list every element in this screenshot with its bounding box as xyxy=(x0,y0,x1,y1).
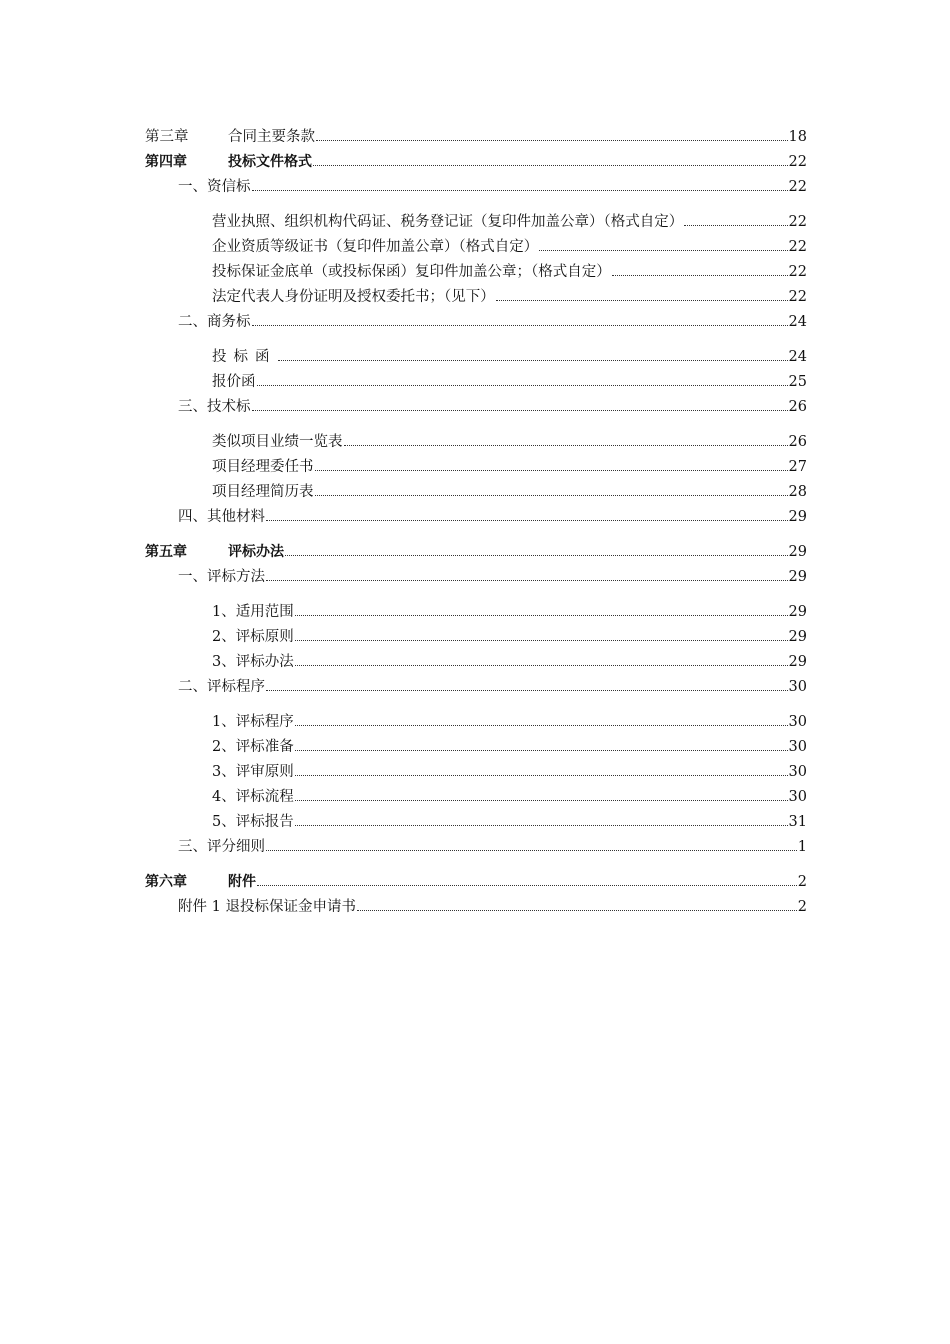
page-number: 31 xyxy=(788,814,807,830)
dot-leader xyxy=(315,470,788,471)
page-number: 22 xyxy=(788,239,807,255)
toc-entry-item[interactable] xyxy=(145,430,807,455)
dot-leader xyxy=(313,165,788,166)
page-number: 28 xyxy=(788,484,807,500)
page-number: 2 xyxy=(797,899,807,915)
dot-leader xyxy=(295,640,788,641)
page-number: 24 xyxy=(788,349,807,365)
page-number: 22 xyxy=(788,154,807,170)
page-number: 30 xyxy=(788,679,807,695)
chapter-title: 合同主要条款 xyxy=(228,129,315,145)
dot-leader xyxy=(684,225,787,226)
page-number: 1 xyxy=(797,839,807,855)
dot-leader xyxy=(316,140,788,141)
dot-leader xyxy=(344,445,788,446)
entry-title: 类似项目业绩一览表 xyxy=(212,434,343,450)
page-number: 22 xyxy=(788,289,807,305)
page-number: 22 xyxy=(788,264,807,280)
toc-entry-item[interactable] xyxy=(145,370,807,395)
toc-entry-section[interactable] xyxy=(145,175,807,200)
toc-entry-section[interactable] xyxy=(145,395,807,420)
dot-leader xyxy=(266,850,797,851)
entry-title: 5、评标报告 xyxy=(212,814,294,830)
toc-entry-item[interactable] xyxy=(145,785,807,810)
toc-entry-section[interactable] xyxy=(145,895,807,920)
dot-leader xyxy=(295,750,788,751)
dot-leader xyxy=(252,190,788,191)
dot-leader xyxy=(295,825,788,826)
dot-leader xyxy=(266,520,788,521)
page-number: 30 xyxy=(788,789,807,805)
table-of-contents xyxy=(145,125,807,920)
page-number: 29 xyxy=(788,654,807,670)
dot-leader xyxy=(357,910,797,911)
toc-entry-item[interactable] xyxy=(145,480,807,505)
toc-entry-item[interactable] xyxy=(145,760,807,785)
toc-entry-section[interactable] xyxy=(145,565,807,590)
toc-entry-chapter-4[interactable] xyxy=(145,150,807,175)
entry-title: 企业资质等级证书（复印件加盖公章）（格式自定） xyxy=(212,239,539,255)
chapter-number: 第四章 xyxy=(145,154,187,170)
entry-title: 三、评分细则 xyxy=(178,839,265,855)
dot-leader xyxy=(295,800,788,801)
entry-title: 一、评标方法 xyxy=(178,569,265,585)
toc-entry-section[interactable] xyxy=(145,505,807,530)
entry-title: 一、资信标 xyxy=(178,179,251,195)
page-number: 22 xyxy=(788,179,807,195)
dot-leader xyxy=(252,410,788,411)
toc-entry-item[interactable] xyxy=(145,285,807,310)
page-number: 29 xyxy=(788,604,807,620)
entry-title: 1、适用范围 xyxy=(212,604,294,620)
dot-leader xyxy=(266,690,788,691)
toc-entry-chapter-5[interactable] xyxy=(145,540,807,565)
page-number: 30 xyxy=(788,714,807,730)
entry-title: 2、评标准备 xyxy=(212,739,294,755)
entry-title: 二、评标程序 xyxy=(178,679,265,695)
page-number: 29 xyxy=(788,544,807,560)
dot-leader xyxy=(295,665,788,666)
entry-title: 1、评标程序 xyxy=(212,714,294,730)
chapter-number: 第六章 xyxy=(145,874,187,890)
entry-title: 投标函 xyxy=(212,349,277,365)
toc-entry-item[interactable] xyxy=(145,625,807,650)
entry-title: 4、评标流程 xyxy=(212,789,294,805)
dot-leader xyxy=(257,885,797,886)
entry-title: 二、商务标 xyxy=(178,314,251,330)
page-number: 27 xyxy=(788,459,807,475)
toc-entry-item[interactable] xyxy=(145,210,807,235)
toc-entry-item[interactable] xyxy=(145,260,807,285)
page-number: 26 xyxy=(788,434,807,450)
entry-title: 3、评标办法 xyxy=(212,654,294,670)
entry-title: 法定代表人身份证明及授权委托书；（见下） xyxy=(212,289,495,305)
toc-entry-item[interactable] xyxy=(145,735,807,760)
toc-entry-item[interactable] xyxy=(145,235,807,260)
entry-title: 投标保证金底单（或投标保函）复印件加盖公章；（格式自定） xyxy=(212,264,611,280)
page-number: 2 xyxy=(797,874,807,890)
dot-leader xyxy=(612,275,788,276)
dot-leader xyxy=(496,300,788,301)
toc-entry-item[interactable] xyxy=(145,810,807,835)
chapter-number: 第五章 xyxy=(145,544,187,560)
page-number: 22 xyxy=(788,214,807,230)
page-number: 30 xyxy=(788,739,807,755)
entry-title: 附件 1 退投标保证金申请书 xyxy=(178,899,356,915)
toc-entry-section[interactable] xyxy=(145,835,807,860)
entry-title: 四、其他材料 xyxy=(178,509,265,525)
entry-title: 报价函 xyxy=(212,374,256,390)
page-number: 26 xyxy=(788,399,807,415)
toc-entry-item[interactable] xyxy=(145,600,807,625)
dot-leader xyxy=(285,555,788,556)
page-number: 30 xyxy=(788,764,807,780)
dot-leader xyxy=(257,385,788,386)
dot-leader xyxy=(315,495,788,496)
dot-leader xyxy=(266,580,788,581)
toc-entry-item[interactable] xyxy=(145,650,807,675)
entry-title: 营业执照、组织机构代码证、税务登记证（复印件加盖公章）（格式自定） xyxy=(212,214,684,230)
entry-title: 3、评审原则 xyxy=(212,764,294,780)
page-number: 24 xyxy=(788,314,807,330)
dot-leader xyxy=(278,360,788,361)
toc-entry-item[interactable] xyxy=(145,345,807,370)
toc-entry-chapter-3[interactable] xyxy=(145,125,807,150)
entry-title: 2、评标原则 xyxy=(212,629,294,645)
dot-leader xyxy=(252,325,788,326)
page-number: 29 xyxy=(788,569,807,585)
toc-entry-section[interactable] xyxy=(145,675,807,700)
toc-entry-section[interactable] xyxy=(145,310,807,335)
entry-title: 三、技术标 xyxy=(178,399,251,415)
chapter-number: 第三章 xyxy=(145,129,189,145)
page-number: 29 xyxy=(788,629,807,645)
chapter-title: 投标文件格式 xyxy=(228,154,312,170)
chapter-title: 附件 xyxy=(228,874,256,890)
entry-title: 项目经理委任书 xyxy=(212,459,314,475)
page-number: 18 xyxy=(788,129,807,145)
entry-title: 项目经理简历表 xyxy=(212,484,314,500)
dot-leader xyxy=(295,725,788,726)
toc-entry-chapter-6[interactable] xyxy=(145,870,807,895)
page-number: 25 xyxy=(788,374,807,390)
dot-leader xyxy=(539,250,787,251)
dot-leader xyxy=(295,775,788,776)
toc-entry-item[interactable] xyxy=(145,455,807,480)
chapter-title: 评标办法 xyxy=(228,544,284,560)
dot-leader xyxy=(295,615,788,616)
toc-entry-item[interactable] xyxy=(145,710,807,735)
page-number: 29 xyxy=(788,509,807,525)
